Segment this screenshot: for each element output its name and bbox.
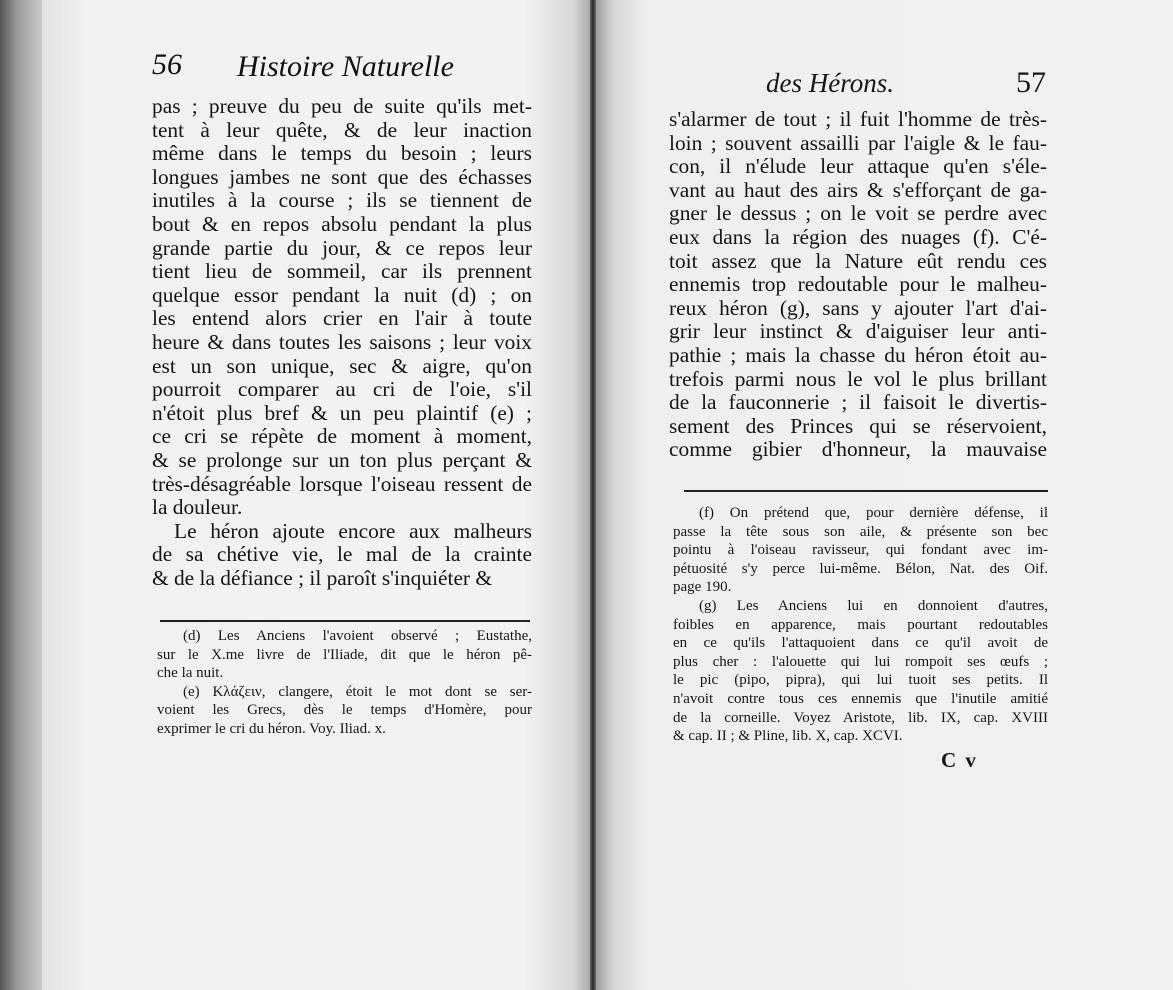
note-line: exprimer le cri du héron. Voy. Iliad. x. <box>157 720 386 737</box>
text-line: est un son unique, sec & aigre, qu'on <box>152 353 532 378</box>
text-line: reux héron (g), sans y ajouter l'art d'ai- <box>669 295 1047 320</box>
note-line: pointu à l'oiseau ravisseur, qui fondant avec im- <box>673 542 1048 559</box>
note-line: (e) Κλάζειν, clangere, étoit le mot dont se ser- <box>183 683 532 700</box>
right-page <box>596 0 1173 990</box>
text-line: les entend alors crier en l'air à toute <box>152 306 532 331</box>
text-line: longues jambes ne sont que des échasses <box>152 164 532 189</box>
note-line: n'avoit contre tous ces ennemis que l'inutile amitié <box>673 690 1048 707</box>
footnotes <box>157 627 532 739</box>
text-line: eux dans la région des nuages (f). C'é- <box>669 224 1047 249</box>
text-line: tent à leur quête, & de leur inaction <box>152 117 532 142</box>
note-line: (g) Les Anciens lui en donnoient d'autres, <box>699 597 1048 614</box>
text-line: même dans le temps du besoin ; leurs <box>152 141 532 166</box>
text-line: heure & dans toutes les saisons ; leur voix <box>152 329 532 354</box>
text-line: sement des Princes qui se réservoient, <box>669 413 1047 438</box>
page-number: 56 <box>152 48 182 81</box>
body-text <box>669 108 1047 462</box>
note-line: (f) On prétend que, pour dernière défense, il <box>699 505 1048 521</box>
text-line: con, il n'élude leur attaque qu'en s'éle- <box>669 154 1047 179</box>
text-line: grande partie du jour, & ce repos leur <box>152 235 532 260</box>
text-line: grir leur instinct & d'aiguiser leur anti- <box>669 319 1047 344</box>
note-line: voient les Grecs, dès le temps d'Homère, pour <box>157 702 532 719</box>
running-head: Histoire Naturelle <box>237 50 454 83</box>
text-line: vant au haut des airs & s'efforçant de ga- <box>669 177 1047 202</box>
text-line: comme gibier d'honneur, la mauvaise <box>669 437 1047 462</box>
note-line: plus cher : l'alouette qui lui rompoit ses œufs ; <box>673 653 1048 670</box>
text-line: pourroit comparer au cri de l'oie, s'il <box>152 377 532 402</box>
text-line: & de la défiance ; il paroît s'inquiéter & <box>152 565 493 590</box>
text-line: très-désagréable lorsque l'oiseau ressent de <box>152 471 532 496</box>
text-line: trefois parmi nous le vol le plus brillant <box>669 366 1047 391</box>
note-line: de la corneille. Voyez Aristote, lib. IX, cap. XVIII <box>673 709 1048 726</box>
text-line: n'étoit plus bref & un peu plaintif (e) ; <box>152 400 532 425</box>
note-line: passe la tête sous son aile, & présente son bec <box>673 523 1048 540</box>
note-line: pétuosité s'y perce lui-même. Bélon, Nat. des Oif. <box>673 560 1048 577</box>
note-line: page 190. <box>673 579 732 596</box>
text-line: de la fauconnerie ; il faisoit le divertis- <box>669 390 1047 415</box>
note-line: che la nuit. <box>157 665 224 682</box>
text-line: gner le dessus ; on le voit se perdre avec <box>669 201 1047 226</box>
text-line: s'alarmer de tout ; il fuit l'homme de très- <box>669 107 1047 131</box>
note-line: & cap. II ; & Pline, lib. X, cap. XCVI. <box>673 728 903 745</box>
text-line: pas ; preuve du peu de suite qu'ils met- <box>152 94 532 118</box>
footnote-rule <box>684 490 1048 492</box>
running-head: des Hérons. <box>766 68 894 98</box>
text-line: ce cri se répète de moment à moment, <box>152 424 532 449</box>
footnote-rule <box>160 620 530 622</box>
text-line: pathie ; mais la chasse du héron étoit au- <box>669 342 1047 367</box>
note-line: foibles en apparence, mais pourtant redoutables <box>673 616 1048 633</box>
body-text <box>152 95 532 590</box>
text-line: bout & en repos absolu pendant la plus <box>152 211 532 236</box>
text-line: Le héron ajoute encore aux malheurs <box>174 518 532 543</box>
text-line: inutiles à la course ; ils se tiennent de <box>152 188 532 213</box>
page-stack-edge <box>0 0 42 990</box>
text-line: de sa chétive vie, le mal de la crainte <box>152 542 532 567</box>
text-line: tient lieu de sommeil, car ils prennent <box>152 259 532 284</box>
left-page <box>42 0 590 990</box>
note-line: sur le X.me livre de l'Iliade, dit que le héron pê- <box>157 646 532 663</box>
text-line: loin ; souvent assailli par l'aigle & le fau- <box>669 130 1047 155</box>
note-line: en ce qu'ils l'attaquoient dans ce qu'il avoit de <box>673 635 1048 652</box>
note-line: (d) Les Anciens l'avoient observé ; Eustathe, <box>183 628 532 644</box>
text-line: quelque essor pendant la nuit (d) ; on <box>152 282 532 307</box>
text-line: la douleur. <box>152 495 243 520</box>
page-number: 57 <box>1016 66 1046 99</box>
footnotes <box>673 504 1048 746</box>
signature-mark: C v <box>941 748 978 772</box>
note-line: le pic (pipo, pipra), qui lui tuoit ses petits. Il <box>673 672 1048 689</box>
text-line: & se prolonge sur un ton plus perçant & <box>152 447 532 472</box>
text-line: ennemis trop redoutable pour le malheu- <box>669 272 1047 297</box>
text-line: toit assez que la Nature eût rendu ces <box>669 248 1047 273</box>
